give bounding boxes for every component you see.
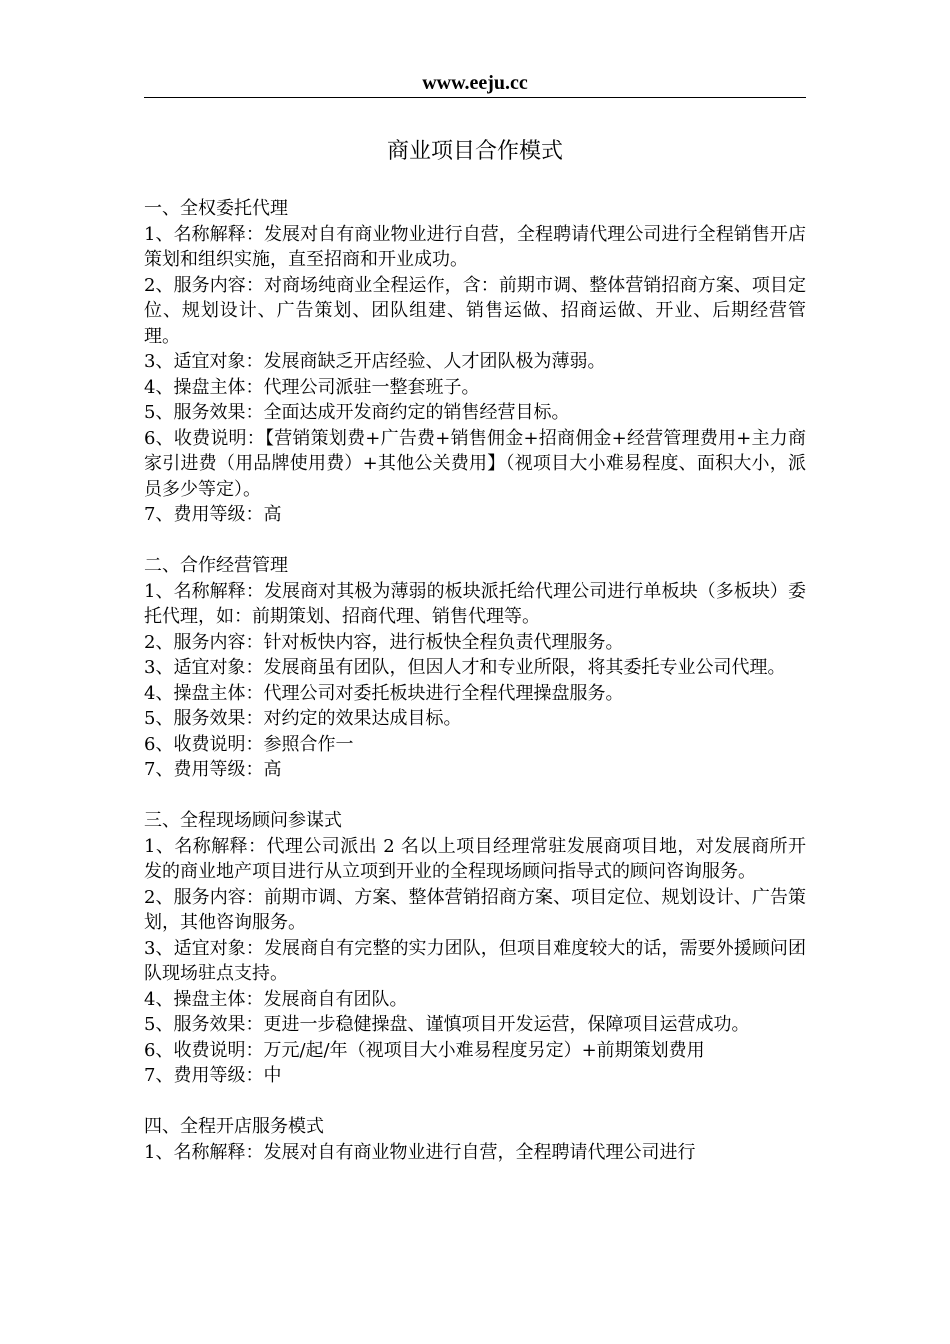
- paragraph: 7、费用等级：高: [144, 759, 282, 780]
- paragraph: 6、收费说明：【营销策划费+广告费+销售佣金+招商佣金+经营管理费用+主力商家引进费（用品牌使用费）+其他公关费用】（视项目大小难易程度、面积大小，派员多少等定）。: [144, 427, 806, 500]
- header-site: www.eeju.cc: [422, 72, 528, 94]
- section-1: [144, 196, 806, 528]
- paragraph: 2、服务内容：前期市调、方案、整体营销招商方案、项目定位、规划设计、广告策划，其他咨询服务。: [144, 886, 806, 933]
- paragraph: 6、收费说明：参照合作一: [144, 733, 354, 755]
- paragraph: 4、操盘主体：代理公司派驻一整套班子。: [144, 376, 480, 398]
- paragraph: 3、适宜对象：发展商自有完整的实力团队，但项目难度较大的话，需要外援顾问团队现场驻点支持。: [144, 937, 806, 984]
- paragraph: 3、适宜对象：发展商缺乏开店经验、人才团队极为薄弱。: [144, 351, 606, 372]
- paragraph: 5、服务效果：对约定的效果达成目标。: [144, 708, 462, 729]
- section-heading: 一、全权委托代理: [144, 198, 288, 219]
- section-3: [144, 808, 806, 1089]
- paragraph: 5、服务效果：更进一步稳健操盘、谨慎项目开发运营，保障项目运营成功。: [144, 1014, 750, 1035]
- paragraph: 5、服务效果：全面达成开发商约定的销售经营目标。: [144, 402, 570, 423]
- paragraph: 7、费用等级：高: [144, 504, 282, 525]
- section-4: [144, 1114, 806, 1165]
- paragraph: 7、费用等级：中: [144, 1065, 282, 1086]
- page-title: 商业项目合作模式: [386, 139, 563, 164]
- paragraph: 3、适宜对象：发展商虽有团队，但因人才和专业所限，将其委托专业公司代理。: [144, 657, 786, 678]
- paragraph: 1、名称解释：代理公司派出 2 名以上项目经理常驻发展商项目地，对发展商所开发的商业地产项目进行从立项到开业的全程现场顾问指导式的顾问咨询服务。: [144, 835, 806, 882]
- header-rule: [144, 97, 806, 98]
- section-2: [144, 553, 806, 783]
- paragraph: 1、名称解释：发展对自有商业物业进行自营，全程聘请代理公司进行: [144, 1141, 696, 1163]
- paragraph: 1、名称解释：发展商对其极为薄弱的板块派托给代理公司进行单板块（多板块）委托代理，如：前期策划、招商代理、销售代理等。: [144, 580, 806, 627]
- paragraph: 1、名称解释：发展对自有商业物业进行自营，全程聘请代理公司进行全程销售开店策划和组织实施，直至招商和开业成功。: [144, 223, 806, 270]
- paragraph: 6、收费说明：万元/起/年（视项目大小难易程度另定）+前期策划费用: [144, 1039, 705, 1061]
- paragraph: 2、服务内容：对商场纯商业全程运作，含：前期市调、整体营销招商方案、项目定位、规划设计、广告策划、团队组建、销售运做、招商运做、开业、后期经营管理。: [144, 274, 806, 347]
- paragraph: 2、服务内容：针对板快内容，进行板快全程负责代理服务。: [144, 631, 624, 653]
- section-heading: 四、全程开店服务模式: [144, 1116, 324, 1137]
- section-heading: 二、合作经营管理: [144, 555, 288, 576]
- document-body: [144, 196, 806, 1191]
- section-heading: 三、全程现场顾问参谋式: [144, 810, 342, 831]
- paragraph: 4、操盘主体：代理公司对委托板块进行全程代理操盘服务。: [144, 682, 624, 704]
- paragraph: 4、操盘主体：发展商自有团队。: [144, 988, 408, 1010]
